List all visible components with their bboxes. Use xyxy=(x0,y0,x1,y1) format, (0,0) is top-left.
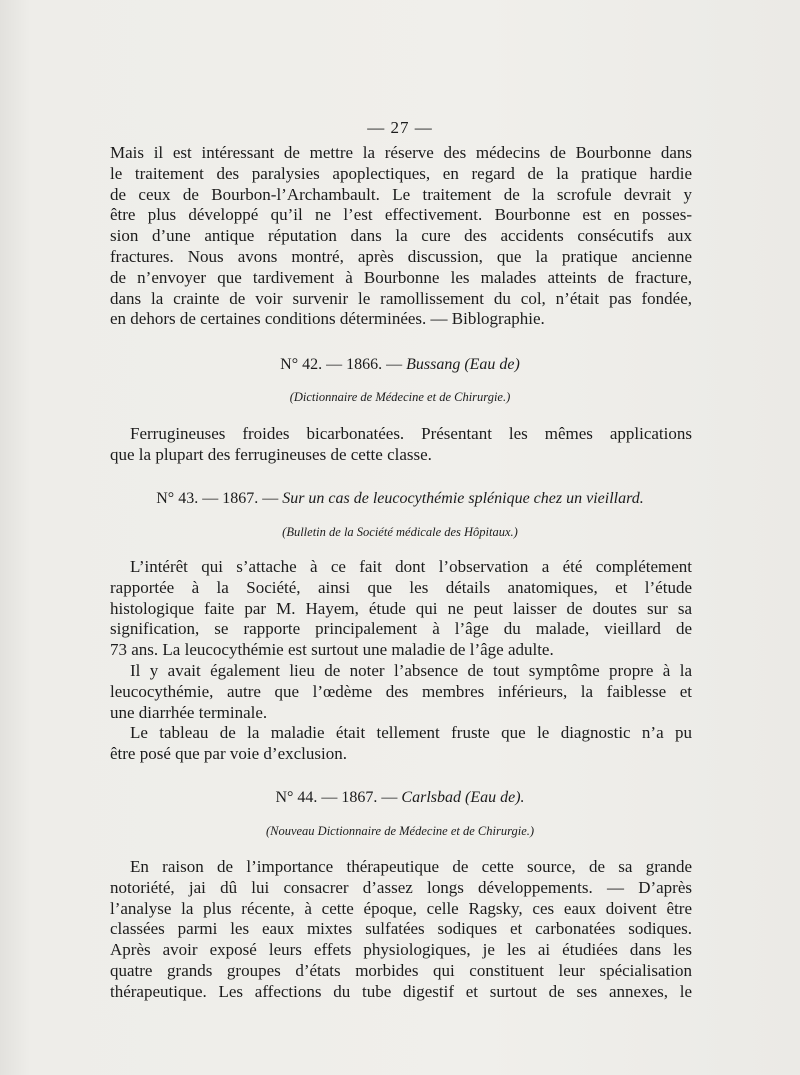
text-line: Après avoir exposé leurs effets physiologiques, je les ai étudiées dans les xyxy=(110,940,692,960)
entry-43-paragraph-1 xyxy=(110,557,692,661)
text-line: le traitement des paralysies apoplectiques, en regard de la pratique hardie xyxy=(110,163,692,183)
text-line: être posé que par voie d’exclusion. xyxy=(110,743,347,763)
text-line: une diarrhée terminale. xyxy=(110,702,268,722)
text-line: quatre grands groupes d’états morbides qui constituent leur spécialisation xyxy=(110,960,692,980)
text-line: sion d’une antique réputation dans la cure des accidents consécutifs aux xyxy=(110,226,692,246)
entry-42-source: (Dictionnaire de Médecine et de Chirurgie.) xyxy=(289,390,511,404)
entry-43-title: Sur un cas de leucocythémie splénique chez un vieillard. xyxy=(282,490,644,507)
text-line: fractures. Nous avons montré, après discussion, que la pratique ancienne xyxy=(110,246,692,266)
entry-43-paragraph-3 xyxy=(110,723,692,765)
text-line: de ceux de Bourbon-l’Archambault. Le traitement de la scrofule devrait y xyxy=(110,184,692,204)
entry-42-text xyxy=(110,424,692,466)
text-line: rapportée à la Société, ainsi que les détails anatomiques, et l’étude xyxy=(110,577,692,597)
paragraph-bourbonne xyxy=(110,143,692,330)
entry-43-number: N° 43. — 1867. — xyxy=(156,490,279,507)
text-line: Le tableau de la maladie était tellement fruste que le diagnostic n’a pu xyxy=(130,723,692,742)
text-line: en dehors de certaines conditions déterminées. — Biblographie. xyxy=(110,309,545,329)
entry-43-paragraph-2 xyxy=(110,661,692,723)
text-line: être plus développé qu’il ne l’est effectivement. Bourbonne est en posses- xyxy=(110,205,692,225)
entry-43-heading xyxy=(0,490,800,508)
text-line: l’analyse la plus récente, à cette époque, celle Ragsky, ces eaux doivent être xyxy=(110,898,692,918)
entry-43-source: (Bulletin de la Société médicale des Hôpitaux.) xyxy=(282,525,518,539)
entry-44-source: (Nouveau Dictionnaire de Médecine et de Chirurgie.) xyxy=(265,824,535,838)
entry-42-number: N° 42. — 1866. — xyxy=(280,356,403,373)
entry-42-title: Bussang (Eau de) xyxy=(406,356,520,373)
text-line: classées parmi les eaux mixtes sulfatées sodiques et carbonatées sodiques. xyxy=(110,919,692,939)
text-line: que la plupart des ferrugineuses de cette classe. xyxy=(110,444,432,464)
entry-44-heading xyxy=(0,789,800,807)
text-line: Mais il est intéressant de mettre la réserve des médecins de Bourbonne dans xyxy=(110,143,692,162)
text-line: 73 ans. La leucocythémie est surtout une maladie de l’âge adulte. xyxy=(110,640,554,660)
text-line: de n’envoyer que tardivement à Bourbonne les malades atteints de fracture, xyxy=(110,267,692,287)
text-line: Il y avait également lieu de noter l’absence de tout symptôme propre à la xyxy=(130,661,692,680)
text-line: signification, se rapporte principalement à l’âge du malade, vieillard de xyxy=(110,619,692,639)
text-line: L’intérêt qui s’attache à ce fait dont l’observation a été complétement xyxy=(130,557,692,576)
text-line: histologique faite par M. Hayem, étude qui ne peut laisser de doutes sur sa xyxy=(110,598,692,618)
entry-44-text xyxy=(110,857,692,1003)
entry-44-number: N° 44. — 1867. — xyxy=(275,789,398,806)
text-line: En raison de l’importance thérapeutique de cette source, de sa grande xyxy=(130,857,692,876)
text-line: notoriété, jai dû lui consacrer d’assez longs développements. — D’après xyxy=(110,877,692,897)
text-line: dans la crainte de voir survenir le ramollissement du col, n’était pas fondée, xyxy=(110,288,692,308)
entry-44-title: Carlsbad (Eau de). xyxy=(401,789,525,806)
text-line: thérapeutique. Les affections du tube digestif et surtout de ses annexes, le xyxy=(110,981,692,1001)
text-line: leucocythémie, autre que l’œdème des membres inférieurs, la faiblesse et xyxy=(110,681,692,701)
text-line: Ferrugineuses froides bicarbonatées. Présentant les mêmes applications xyxy=(130,424,692,443)
page-number: — 27 — xyxy=(367,118,433,137)
entry-42-heading xyxy=(0,356,800,374)
